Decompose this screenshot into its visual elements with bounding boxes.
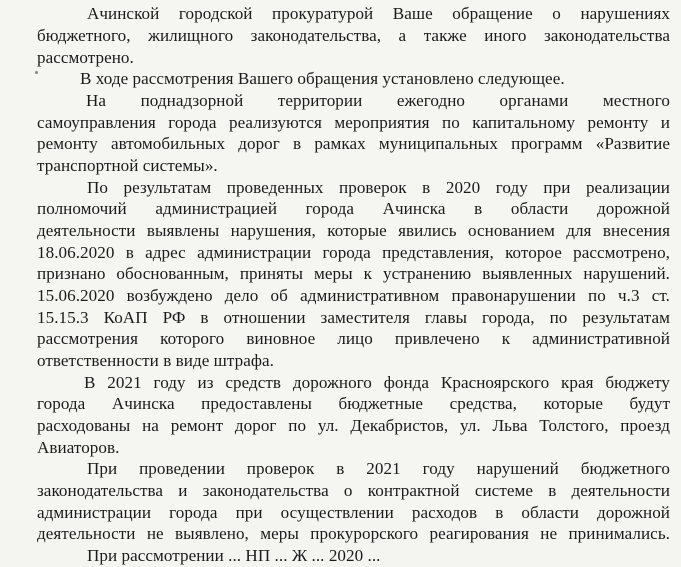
text-line: 15.06.2020 возбуждено дело об административном правонарушении по ч.3 ст.	[37, 286, 670, 305]
text-line: деятельности не выявлено, меры прокурорского реагирования не принимались.	[37, 524, 670, 543]
text-line: расходованы на ремонт дорог по ул. Декабристов, ул. Льва Толстого, проезд	[37, 416, 670, 435]
text-line: ремонту автомобильных дорог в рамках муниципальных программ «Развитие	[37, 134, 670, 153]
text-line: Ачинской городской прокуратурой Ваше обращение о нарушениях	[87, 4, 670, 23]
text-line: признано обоснованным, приняты меры к устранению выявленных нарушений.	[37, 264, 670, 283]
text-line: рассмотрения которого виновное лицо привлечено к административной	[37, 329, 670, 348]
text-line: деятельности выявлены нарушения, которые явились основанием для внесения	[37, 221, 670, 240]
text-line: полномочий администрацией города Ачинска в области дорожной	[37, 199, 670, 218]
text-line: На поднадзорной территории ежегодно органами местного	[86, 91, 670, 110]
text-line: В 2021 году из средств дорожного фонда Красноярского края бюджету	[84, 373, 670, 392]
scan-speck	[35, 71, 38, 74]
text-line: бюджетного, жилищного законодательства, а также иного законодательства	[37, 26, 670, 45]
text-line: Авиаторов.	[37, 438, 120, 457]
text-line: города Ачинска предоставлены бюджетные средства, которые будут	[37, 394, 670, 413]
text-line: самоуправления города реализуются мероприятия по капитальному ремонту и	[37, 113, 670, 132]
text-line: транспортной системы».	[37, 156, 218, 175]
text-line: В ходе рассмотрения Вашего обращения установлено следующее.	[80, 69, 565, 88]
text-line: законодательства и законодательства о контрактной системе в деятельности	[37, 481, 670, 500]
text-line: 18.06.2020 в адрес администрации города представления, которое рассмотрено,	[37, 243, 670, 262]
text-line: ответственности в виде штрафа.	[37, 351, 274, 370]
text-line: По результатам проведенных проверок в 2020 году при реализации	[87, 178, 670, 197]
text-line: администрации города при осуществлении расходов в области дорожной	[37, 503, 670, 522]
text-line: 15.15.3 КоАП РФ в отношении заместителя главы города, по результатам	[37, 308, 670, 327]
text-line: При рассмотрении ... НП ... Ж ... 2020 ...	[87, 546, 381, 565]
text-line: При проведении проверок в 2021 году нарушений бюджетного	[87, 459, 670, 478]
text-line: рассмотрено.	[37, 48, 134, 67]
